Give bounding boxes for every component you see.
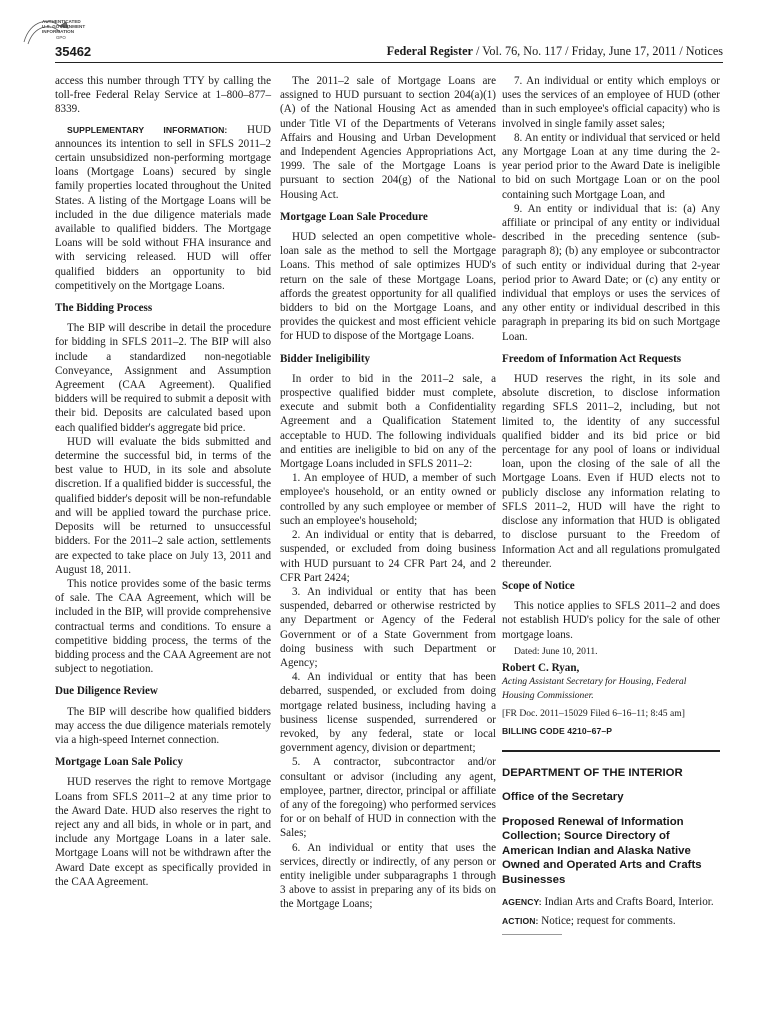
heading-sale-procedure: Mortgage Loan Sale Procedure	[280, 210, 428, 223]
signer-name: Robert C. Ryan,	[502, 661, 580, 674]
document-title: Proposed Renewal of Information Collection; Source Directory of American Indian and Alaska Native Owned and Operated Arts and Crafts Businesses	[502, 815, 702, 886]
list-item: 8. An entity or individual that serviced or held any Mortgage Loan at any time during the 2-year period prior to the Award Date is ineligible to bid on such Mortgage Loan or on the pool containing such Mortgage Loan, and	[502, 131, 720, 201]
page-number: 35462	[55, 44, 92, 59]
supplementary-text: HUD announces its intention to sell in SFLS 2011–2 certain unsubsidized non-performing mortgage loans (Mortgage Loans) secured by single family properties located throughout the United States. A listing of the Mortgage Loans will be included in the due diligence materials made available to qualified bidders. The Mortgage Loans will be sold without FHA insurance and with servicing released. HUD will offer qualified bidders an opportunity to bid competitively on the Mortgage Loans.	[55, 123, 271, 292]
paragraph: The BIP will describe how qualified bidders may access the due diligence materials remotely via a high-speed Internet connection.	[55, 705, 271, 746]
paragraph: HUD reserves the right, in its sole and absolute discretion, to disclose information regarding SFLS 2011–2, including, but not limited to, the identity of any successful qualified bidder and its bid price or bid percentage for any pool of loans or individual loan, upon the closing of the sale of all the Mortgage Loans. Even if HUD elects not to publicly disclose any information relating to SFLS 2011–2, HUD will have the right to disclose any information that HUD is obligated to disclose pursuant to the Freedom of Information Act and all regulations promulgated thereunder.	[502, 373, 720, 570]
action-line	[502, 914, 720, 928]
issue-info: / Vol. 76, No. 117 / Friday, June 17, 2011 / Notices	[472, 44, 723, 58]
heading-due-diligence: Due Diligence Review	[55, 685, 158, 698]
header-rule	[55, 62, 723, 63]
column-3	[502, 74, 720, 935]
dated-line: Dated: June 10, 2011.	[514, 645, 598, 657]
svg-text:INFORMATION: INFORMATION	[42, 29, 75, 34]
list-item: 7. An individual or entity which employs or uses the services of an employee of HUD (other than in such employee's official capacity) who is involved in single family asset sales;	[502, 75, 720, 130]
action-label: ACTION:	[502, 915, 539, 926]
list-item: 2. An individual or entity that is debarred, suspended, or excluded from doing business with HUD pursuant to 24 CFR Part 24, and 2 CFR Part 2424;	[280, 529, 496, 584]
action-text: Notice; request for comments.	[538, 914, 676, 927]
end-rule	[502, 934, 562, 935]
paragraph: HUD reserves the right to remove Mortgage Loans from SFLS 2011–2 at any time prior to the Award Date. HUD also reserves the right to reject any and all bids, in whole or in part, and include any Mortgage Loans in a later sale. Mortgage Loans will not be withdrawn after the Award Date except as specifically provided in the CAA Agreement.	[55, 776, 271, 888]
paragraph: In order to bid in the 2011–2 sale, a prospective qualified bidder must complete, execute and submit both a Confidentiality Agreement and a Qualification Statement acceptable to HUD. The following individuals and entities are ineligible to bid on any of the Mortgage Loans included in SFLS 2011–2:	[280, 372, 496, 471]
journal-name: Federal Register	[386, 44, 473, 58]
page-header	[55, 44, 723, 64]
paragraph: This notice applies to SFLS 2011–2 and does not establish HUD's policy for the sale of other mortgage loans.	[502, 600, 720, 641]
supplementary-label: SUPPLEMENTARY INFORMATION:	[67, 124, 228, 135]
column-2	[280, 74, 496, 912]
list-item: 1. An employee of HUD, a member of such employee's household, or an entity owned or controlled by any such employee or member of such an employee's household;	[280, 472, 496, 527]
column-1	[55, 74, 271, 889]
paragraph: HUD selected an open competitive whole-loan sale as the method to sell the Mortgage Loans. This method of sale optimizes HUD's return on the sale of these Mortgage Loans, affords the greatest opportunity for all qualified bidders to bid on the Mortgage Loans, and provides the quickest and most efficient vehicle for HUD to dispose of the Mortgage Loans.	[280, 231, 496, 343]
paragraph: This notice provides some of the basic terms of sale. The CAA Agreement, which will be included in the BIP, will provide comprehensive contractual terms and conditions. To ensure a competitive bidding process, the terms of the bidding process and the CAA Agreement are not subject to negotiation.	[55, 577, 271, 676]
list-item: 6. An individual or entity that uses the services, directly or indirectly, of any person or entity ineligible under subparagraphs 1 through 3 above to assist in preparing any of its bids on the Mortgage Loans;	[280, 841, 496, 911]
signer-title: Acting Assistant Secretary for Housing, Federal Housing Commissioner.	[502, 676, 687, 702]
supplementary-paragraph	[55, 123, 271, 293]
office-name: Office of the Secretary	[502, 791, 624, 804]
agency-label: AGENCY:	[502, 897, 542, 908]
svg-text:GPO: GPO	[56, 35, 66, 40]
fr-doc-line: [FR Doc. 2011–15029 Filed 6–16–11; 8:45 am]	[502, 707, 685, 719]
billing-code: BILLING CODE 4210–67–P	[502, 725, 613, 736]
running-head	[387, 44, 723, 59]
heading-bidder-ineligibility: Bidder Ineligibility	[280, 352, 371, 365]
paragraph: HUD will evaluate the bids submitted and determine the successful bid, in terms of the best value to HUD, in its sole and absolute discretion. If a qualified bidder is successful, the qualified bidder's deposit will be non-refundable and will be applied toward the purchase price. Deposits will be returned to unsuccessful bidders. For the 2011–2 sale action, settlements are expected to take place on July 13, 2011 and August 18, 2011.	[55, 435, 271, 576]
department-name: DEPARTMENT OF THE INTERIOR	[502, 766, 683, 779]
svg-text:U.S. GOVERNMENT: U.S. GOVERNMENT	[42, 24, 86, 29]
list-item: 9. An entity or individual that is: (a) Any affiliate or principal of any entity or individual described in the preceding sentence (sub-paragraph 8); (b) any employee or subcontractor of such entity or individual during that 2-year period prior to Award Date; or (c) any entity or individual that employs or uses the services of any other entity or individual described in this paragraph in preparing its bid on such Mortgage Loan.	[502, 202, 720, 343]
agency-line	[502, 895, 720, 909]
list-item: 5. A contractor, subcontractor and/or consultant or advisor (including any agent, employee, partner, director, principal or affiliate of any of the foregoing) who performed services for or on behalf of HUD in connection with the Sales;	[280, 756, 496, 840]
paragraph: The 2011–2 sale of Mortgage Loans are assigned to HUD pursuant to section 204(a)(1)(A) of the National Housing Act as amended under Title VI of the Departments of Veterans Affairs and Housing and Urban Development and Independent Agencies Appropriations Act, 1999. The sale of the Mortgage Loans is pursuant to section 204(g) of the National Housing Act.	[280, 75, 496, 201]
heading-scope: Scope of Notice	[502, 579, 575, 592]
section-divider	[502, 750, 720, 752]
paragraph: access this number through TTY by calling the toll-free Federal Relay Service at 1–800–877–8339.	[55, 75, 271, 116]
agency-text: Indian Arts and Crafts Board, Interior.	[541, 896, 714, 909]
heading-bidding-process: The Bidding Process	[55, 302, 153, 315]
paragraph: The BIP will describe in detail the procedure for bidding in SFLS 2011–2. The BIP will also include a standardized non-negotiable Conveyance, Assignment and Assumption Agreement (CAA Agreement). Qualified bidders will be required to submit a deposit with their bid. Deposits are calculated based upon each qualified bidder's aggregate bid price.	[55, 322, 271, 434]
heading-foia: Freedom of Information Act Requests	[502, 352, 682, 365]
list-item: 4. An individual or entity that has been debarred, suspended, or excluded from doing mortgage related business, including having a business license suspended, surrendered or revoked, by any federal, state or local government agency, division or department;	[280, 671, 496, 755]
heading-sale-policy: Mortgage Loan Sale Policy	[55, 756, 183, 769]
seal-text: AUTHENTICATED	[42, 19, 81, 24]
list-item: 3. An individual or entity that has been suspended, debarred or otherwise restricted by any Department or Agency of the Federal Government or of a State Government from doing business with such Department or Agency;	[280, 585, 496, 669]
